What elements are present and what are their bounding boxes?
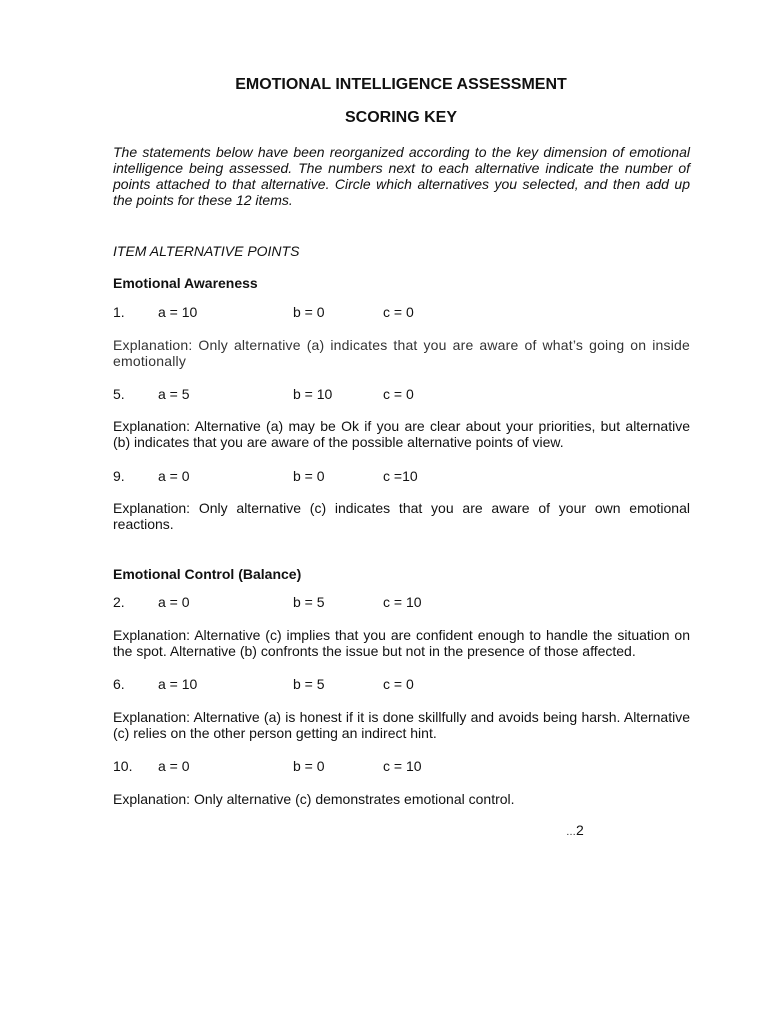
item-number: 5. bbox=[113, 386, 125, 402]
alternative-c-points: c = 0 bbox=[383, 304, 414, 320]
alternative-c-points: c =10 bbox=[383, 468, 418, 484]
alternative-b-points: b = 0 bbox=[293, 468, 325, 484]
alternative-b-points: b = 10 bbox=[293, 386, 333, 402]
alternative-c-points: c = 10 bbox=[383, 758, 422, 774]
item-explanation: Explanation: Alternative (c) implies that you are confident enough to handle the situation on the spot. Alternative (b) confronts the issue but not in the presence of those affected. bbox=[113, 627, 690, 659]
section-heading-emotional-control: Emotional Control (Balance) bbox=[113, 566, 302, 582]
alternative-a-points: a = 0 bbox=[158, 758, 190, 774]
document-subtitle: SCORING KEY bbox=[344, 109, 457, 126]
section-heading-emotional-awareness: Emotional Awareness bbox=[113, 275, 258, 291]
item-explanation: Explanation: Only alternative (c) demonstrates emotional control. bbox=[113, 791, 515, 807]
next-page-number: 2 bbox=[576, 822, 584, 838]
alternative-b-points: b = 5 bbox=[293, 676, 325, 692]
document-title: EMOTIONAL INTELLIGENCE ASSESSMENT bbox=[235, 76, 567, 93]
item-explanation: Explanation: Only alternative (c) indicates that you are aware of your own emotional reactions. bbox=[113, 500, 690, 532]
page-continuation bbox=[566, 822, 584, 841]
item-number: 9. bbox=[113, 468, 125, 484]
column-header: ITEM ALTERNATIVE POINTS bbox=[113, 243, 300, 259]
item-row bbox=[113, 758, 690, 774]
alternative-c-points: c = 10 bbox=[383, 594, 422, 610]
item-explanation: Explanation: Alternative (a) is honest if it is done skillfully and avoids being harsh. Alternative (c) relies on the other person getting an indirect hint. bbox=[113, 709, 690, 741]
alternative-c-points: c = 0 bbox=[383, 386, 414, 402]
item-number: 1. bbox=[113, 304, 125, 320]
alternative-b-points: b = 0 bbox=[293, 758, 325, 774]
item-row bbox=[113, 304, 690, 320]
alternative-a-points: a = 0 bbox=[158, 594, 190, 610]
item-row bbox=[113, 468, 690, 484]
item-number: 6. bbox=[113, 676, 125, 692]
item-row bbox=[113, 676, 690, 692]
item-row bbox=[113, 386, 690, 402]
alternative-c-points: c = 0 bbox=[383, 676, 414, 692]
alternative-a-points: a = 0 bbox=[158, 468, 190, 484]
item-row bbox=[113, 594, 690, 610]
item-number: 10. bbox=[113, 758, 133, 774]
alternative-b-points: b = 0 bbox=[293, 304, 325, 320]
intro-paragraph: The statements below have been reorganized according to the key dimension of emotional intelligence being assessed. The numbers next to each alternative indicate the number of points attached to that alternative. Circle which alternatives you selected, and then add up the points for these 12 items. bbox=[113, 144, 690, 208]
item-explanation: Explanation: Alternative (a) may be Ok if you are clear about your priorities, but alternative (b) indicates that you are aware of the possible alternative points of view. bbox=[113, 418, 690, 450]
item-number: 2. bbox=[113, 594, 125, 610]
alternative-b-points: b = 5 bbox=[293, 594, 325, 610]
alternative-a-points: a = 10 bbox=[158, 304, 198, 320]
item-explanation: Explanation: Only alternative (a) indicates that you are aware of what’s going on inside emotionally bbox=[113, 337, 690, 369]
alternative-a-points: a = 5 bbox=[158, 386, 190, 402]
continuation-dots: … bbox=[566, 827, 576, 838]
alternative-a-points: a = 10 bbox=[158, 676, 198, 692]
